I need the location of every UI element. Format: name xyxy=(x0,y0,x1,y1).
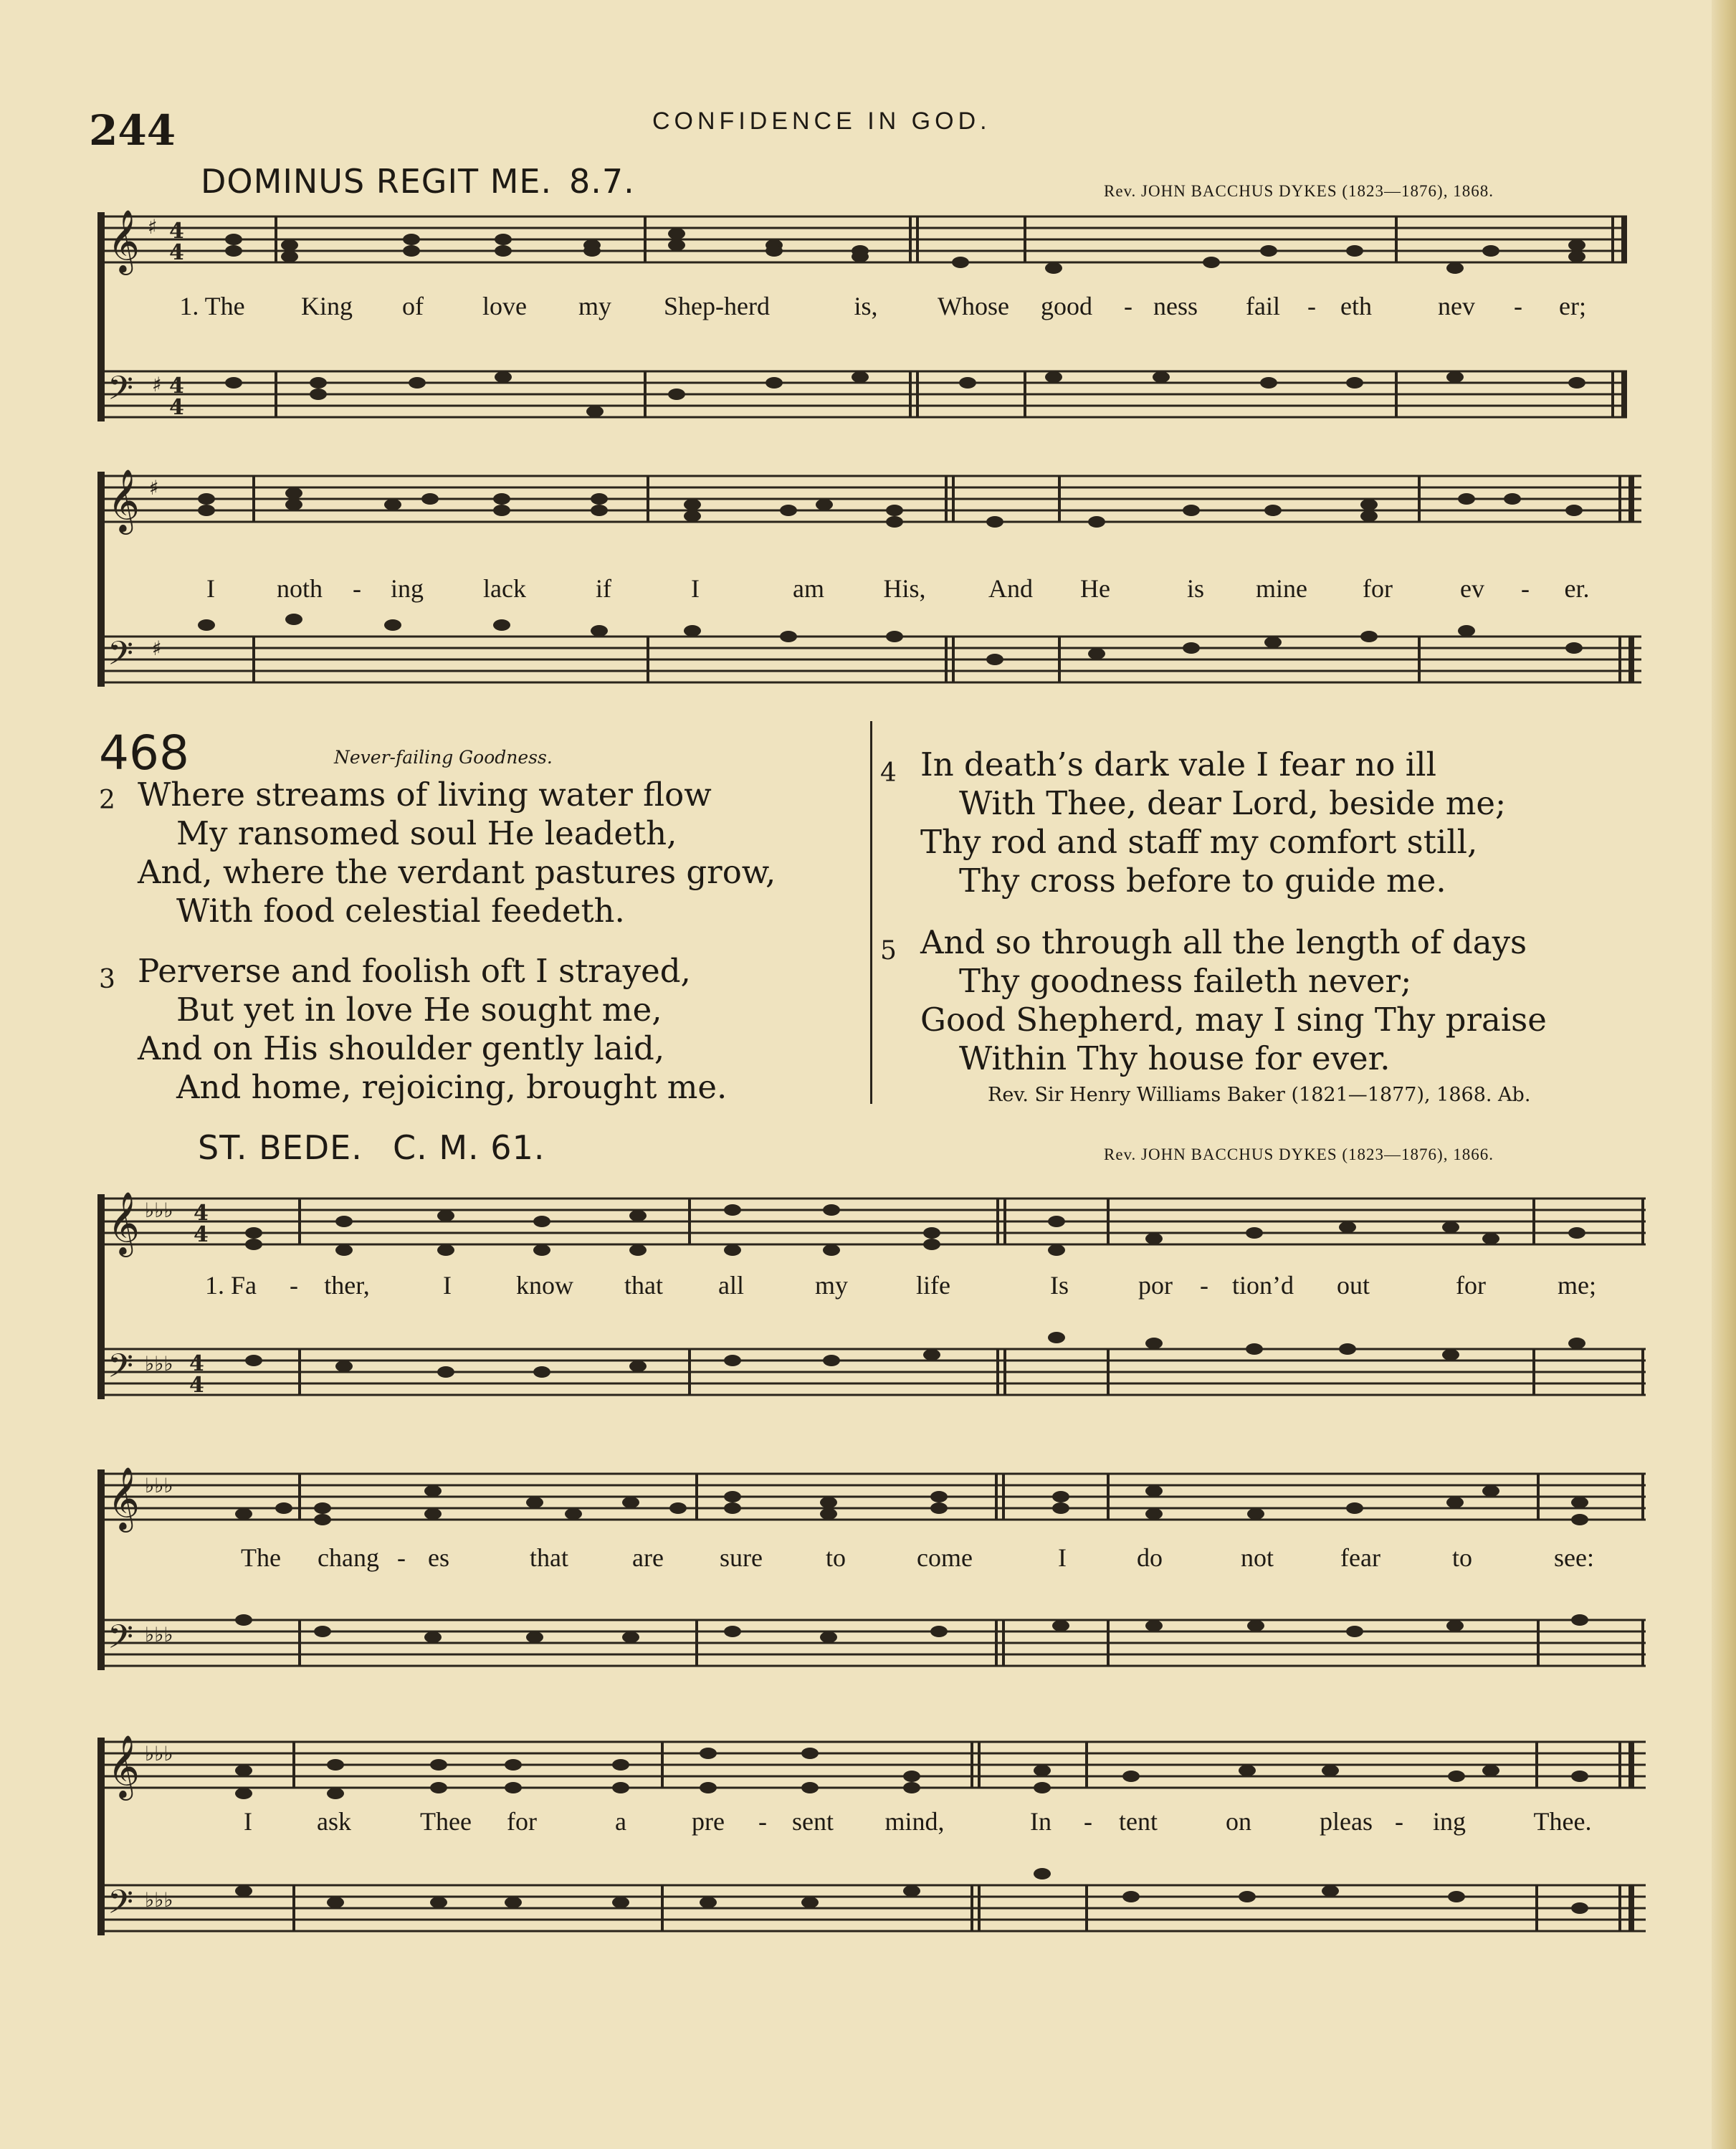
lyric-syllable: tent xyxy=(1119,1807,1158,1836)
svg-text:𝄢: 𝄢 xyxy=(108,369,134,416)
lyric-syllable: to xyxy=(825,1543,846,1572)
lyric-syllable: - xyxy=(397,1543,406,1572)
lyric-syllable: for xyxy=(1363,574,1393,603)
lyric-syllable: Shep-herd xyxy=(664,292,770,320)
svg-text:4: 4 xyxy=(169,240,184,265)
lyric-syllable: I xyxy=(244,1807,252,1836)
stanza-line: Where streams of living water flow xyxy=(138,776,712,814)
svg-text:4: 4 xyxy=(189,1351,204,1376)
lyric-syllable: my xyxy=(578,292,612,320)
stanza-number: 2 xyxy=(99,786,115,815)
stanza-line: In death’s dark vale I fear no ill xyxy=(920,745,1436,783)
stanza-number: 4 xyxy=(880,758,897,788)
svg-text:♯: ♯ xyxy=(149,476,159,500)
lyric-syllable: - xyxy=(1395,1807,1403,1836)
lyric-syllable: er. xyxy=(1564,574,1590,603)
composer-credit-dominus: Rev. JOHN BACCHUS DYKES (1823—1876), 1868. xyxy=(1104,182,1494,200)
lyric-syllable: er; xyxy=(1559,292,1586,320)
svg-text:4: 4 xyxy=(194,1222,209,1247)
svg-text:♭♭♭: ♭♭♭ xyxy=(145,1474,173,1497)
lyric-syllable: come xyxy=(917,1543,973,1572)
stanza-line: But yet in love He sought me, xyxy=(176,991,662,1029)
lyric-syllable: know xyxy=(516,1271,573,1300)
lyric-syllable: ther, xyxy=(324,1271,370,1300)
lyric-syllable: are xyxy=(632,1543,664,1572)
lyric-syllable: tion’d xyxy=(1232,1271,1294,1300)
lyric-syllable: for xyxy=(507,1807,537,1836)
hymn-subtitle: Never-failing Goodness. xyxy=(334,747,553,768)
svg-text:4: 4 xyxy=(189,1373,204,1398)
lyric-syllable: And xyxy=(988,574,1033,603)
svg-text:𝄞: 𝄞 xyxy=(108,1191,140,1254)
lyric-syllable: that xyxy=(530,1543,568,1572)
lyric-syllable: not xyxy=(1240,1543,1274,1572)
lyric-syllable: ness xyxy=(1153,292,1198,320)
stanza-line: With food celestial feedeth. xyxy=(176,892,625,930)
tune-name-dominus-regit-me: DOMINUS REGIT ME. xyxy=(201,162,553,201)
lyric-syllable: on xyxy=(1226,1807,1251,1836)
lyric-syllable: - xyxy=(1521,574,1530,603)
svg-text:𝄞: 𝄞 xyxy=(108,468,140,532)
lyric-syllable: if xyxy=(596,574,611,603)
running-head: CONFIDENCE IN GOD. xyxy=(652,108,991,135)
svg-text:♯: ♯ xyxy=(148,215,158,239)
lyric-syllable: a xyxy=(615,1807,626,1836)
lyric-syllable: Thee xyxy=(420,1807,472,1836)
svg-text:4: 4 xyxy=(169,373,184,399)
lyric-syllable: mine xyxy=(1256,574,1307,603)
lyric-syllable: 1. The xyxy=(179,292,245,320)
lyric-syllable: is, xyxy=(854,292,878,320)
lyric-syllable: - xyxy=(290,1271,298,1300)
stanza-number: 3 xyxy=(99,965,115,994)
lyric-syllable: In xyxy=(1030,1807,1051,1836)
lyric-syllable: lack xyxy=(483,574,526,603)
svg-text:♯: ♯ xyxy=(152,637,162,660)
lyric-syllable: - xyxy=(1514,292,1522,320)
svg-text:𝄞: 𝄞 xyxy=(108,1466,140,1530)
svg-text:♯: ♯ xyxy=(152,373,162,396)
lyric-syllable: ev xyxy=(1460,574,1484,603)
lyric-syllable: eth xyxy=(1340,292,1372,320)
stanza-line: Thy goodness faileth never; xyxy=(959,962,1412,1000)
lyrics-tune2-line3 xyxy=(0,1806,1736,1838)
svg-text:4: 4 xyxy=(169,395,184,420)
page-number: 244 xyxy=(89,106,176,155)
stanza-line: Perverse and foolish oft I strayed, xyxy=(138,952,691,990)
svg-text:𝄢: 𝄢 xyxy=(108,634,134,681)
lyric-syllable: Whose xyxy=(938,292,1009,320)
stanza-line: Thy rod and staff my comfort still, xyxy=(920,823,1478,861)
svg-text:♭♭♭: ♭♭♭ xyxy=(145,1623,173,1647)
lyric-syllable: Thee. xyxy=(1533,1807,1592,1836)
lyric-syllable: I xyxy=(206,574,215,603)
lyric-syllable: that xyxy=(624,1271,663,1300)
stanza-number: 5 xyxy=(880,936,897,966)
stanza-line: Good Shepherd, may I sing Thy praise xyxy=(920,1001,1547,1039)
lyric-syllable: all xyxy=(718,1271,744,1300)
lyric-syllable: ask xyxy=(317,1807,351,1836)
svg-text:4: 4 xyxy=(194,1201,209,1226)
lyric-syllable: sure xyxy=(720,1543,763,1572)
lyric-syllable: sent xyxy=(792,1807,834,1836)
lyric-syllable: me; xyxy=(1558,1271,1596,1300)
lyric-syllable: pleas xyxy=(1320,1807,1373,1836)
lyric-syllable: - xyxy=(1307,292,1316,320)
svg-text:4: 4 xyxy=(169,219,184,244)
tune-meter-dominus-regit-me: 8.7. xyxy=(569,162,635,201)
svg-text:𝄢: 𝄢 xyxy=(108,1883,134,1930)
lyric-syllable: my xyxy=(814,1271,849,1300)
lyric-syllable: do xyxy=(1137,1543,1163,1572)
lyric-syllable: Is xyxy=(1050,1271,1069,1300)
lyric-syllable: ing xyxy=(1432,1807,1466,1836)
stanza-line: Within Thy house for ever. xyxy=(959,1039,1391,1077)
lyric-syllable: es xyxy=(428,1543,449,1572)
lyric-syllable: King xyxy=(301,292,353,320)
lyric-syllable: love xyxy=(482,292,527,320)
lyric-syllable: - xyxy=(758,1807,767,1836)
stanza-line: Thy cross before to guide me. xyxy=(959,862,1446,900)
stanza-line: With Thee, dear Lord, beside me; xyxy=(959,784,1507,822)
svg-text:♭♭♭: ♭♭♭ xyxy=(145,1352,173,1376)
lyric-syllable: - xyxy=(1200,1271,1208,1300)
lyric-syllable: nev xyxy=(1438,292,1475,320)
svg-text:𝄢: 𝄢 xyxy=(108,1618,134,1664)
lyric-syllable: His, xyxy=(883,574,926,603)
lyric-syllable: see: xyxy=(1554,1543,1594,1572)
svg-text:𝄞: 𝄞 xyxy=(108,209,140,272)
lyric-syllable: pre xyxy=(692,1807,725,1836)
lyric-syllable: fear xyxy=(1340,1543,1380,1572)
lyric-syllable: is xyxy=(1186,574,1205,603)
stanza-line: And, where the verdant pastures grow, xyxy=(138,853,776,891)
lyric-syllable: fail xyxy=(1246,292,1280,320)
lyric-syllable: chang xyxy=(318,1543,379,1572)
stanza-line: My ransomed soul He leadeth, xyxy=(176,814,677,852)
lyric-syllable: of xyxy=(402,292,424,320)
stanza-line: And so through all the length of days xyxy=(920,923,1527,961)
lyric-syllable: good xyxy=(1041,292,1092,320)
lyric-syllable: am xyxy=(793,574,824,603)
svg-text:♭♭♭: ♭♭♭ xyxy=(145,1199,173,1222)
tune-meter-st-bede: C. M. 61. xyxy=(393,1128,545,1167)
lyric-syllable: noth xyxy=(276,574,323,603)
lyric-syllable: 1. Fa xyxy=(205,1271,257,1300)
svg-text:♭♭♭: ♭♭♭ xyxy=(145,1742,173,1766)
lyric-syllable: ing xyxy=(390,574,424,603)
lyric-syllable: - xyxy=(353,574,361,603)
composer-credit-st-bede: Rev. JOHN BACCHUS DYKES (1823—1876), 1866. xyxy=(1104,1145,1494,1163)
svg-text:♭♭♭: ♭♭♭ xyxy=(145,1888,173,1912)
lyric-syllable: mind, xyxy=(884,1807,945,1836)
stanza-line: And on His shoulder gently laid, xyxy=(138,1029,665,1067)
lyric-syllable: - xyxy=(1084,1807,1092,1836)
lyric-syllable: I xyxy=(443,1271,452,1300)
stanza-line: And home, rejoicing, brought me. xyxy=(176,1068,728,1106)
lyric-syllable: I xyxy=(1058,1543,1067,1572)
lyric-syllable: life xyxy=(916,1271,950,1300)
lyric-syllable: The xyxy=(241,1543,281,1572)
hymn-number: 468 xyxy=(99,725,189,781)
svg-text:𝄞: 𝄞 xyxy=(108,1734,140,1798)
svg-text:𝄢: 𝄢 xyxy=(108,1347,134,1393)
tune-name-st-bede: ST. BEDE. xyxy=(198,1128,363,1167)
lyric-syllable: to xyxy=(1451,1543,1473,1572)
lyric-syllable: He xyxy=(1080,574,1110,603)
text-attribution: Rev. Sir Henry Williams Baker (1821—1877), 1868. Ab. xyxy=(988,1084,1531,1106)
lyric-syllable: for xyxy=(1456,1271,1486,1300)
lyric-syllable: por xyxy=(1138,1271,1173,1300)
lyric-syllable: out xyxy=(1336,1271,1370,1300)
lyric-syllable: - xyxy=(1124,292,1132,320)
lyric-syllable: I xyxy=(691,574,700,603)
